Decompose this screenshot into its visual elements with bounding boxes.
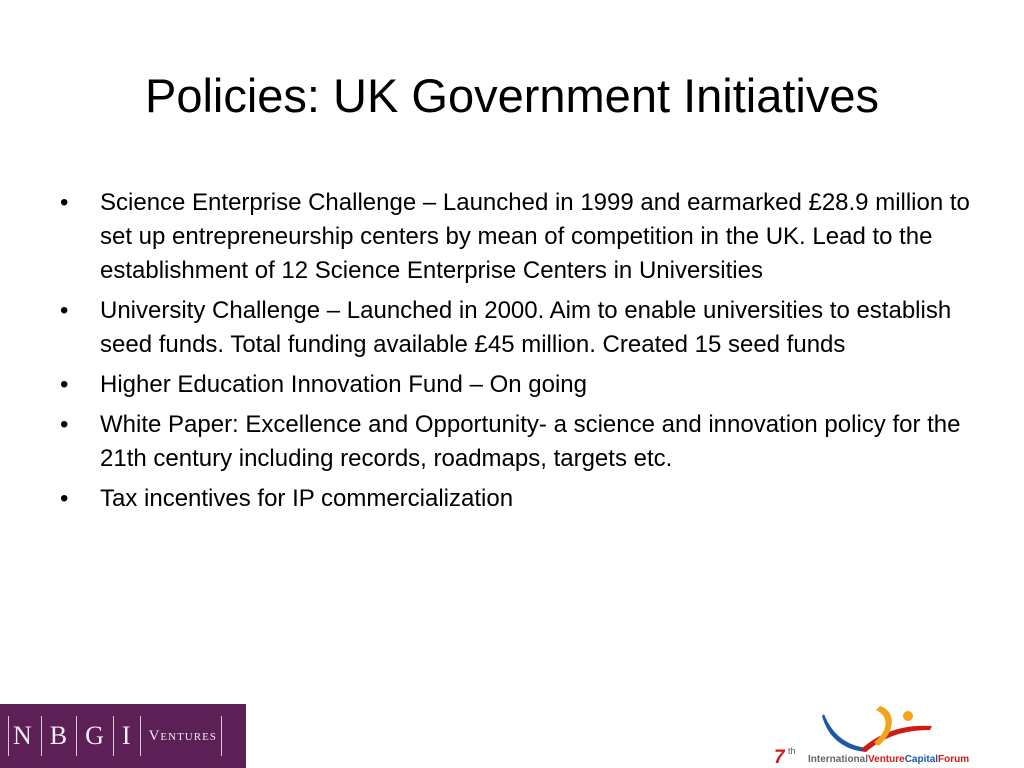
logo-letter: B bbox=[49, 721, 69, 750]
emblem-blue-swoosh bbox=[822, 714, 868, 752]
list-item bbox=[60, 482, 970, 516]
logo-letter: G bbox=[85, 721, 105, 750]
emblem-orange-swoosh bbox=[874, 706, 892, 746]
logo-word: Ventures bbox=[148, 727, 217, 744]
bullet-text: University Challenge – Launched in 2000. Aim to enable universities to establish seed funds. Total funding available £45 million. Created 15 seed funds bbox=[100, 297, 952, 358]
slide-title: Policies: UK Government Initiatives bbox=[144, 69, 879, 122]
forum-name-part: Venture bbox=[868, 754, 905, 765]
forum-name bbox=[808, 754, 969, 766]
nbgi-logo-frame bbox=[8, 716, 222, 756]
bullet-marker: • bbox=[60, 297, 69, 324]
bullet-marker: • bbox=[60, 371, 69, 398]
bullet-marker: • bbox=[60, 411, 69, 438]
logo-divider bbox=[140, 716, 141, 756]
bullet-text: Higher Education Innovation Fund – On going bbox=[100, 371, 587, 398]
nbgi-ventures-logo bbox=[0, 704, 246, 768]
forum-name-part: International bbox=[808, 754, 869, 765]
forum-emblem-icon bbox=[820, 704, 940, 754]
logo-divider bbox=[113, 716, 114, 756]
list-item bbox=[60, 294, 970, 362]
list-item bbox=[60, 368, 970, 402]
venture-capital-forum-logo bbox=[766, 700, 1020, 768]
logo-divider bbox=[41, 716, 42, 756]
forum-name-part: Forum bbox=[938, 754, 970, 765]
logo-letter: I bbox=[121, 721, 132, 750]
bullet-text: Science Enterprise Challenge – Launched in 1999 and earmarked £28.9 million to set up entrepreneurship centers by mean of competition in the UK. Lead to the establishment of 12 Science Enterprise Centers in Universities bbox=[100, 189, 970, 284]
forum-edition-suffix: th bbox=[788, 746, 796, 756]
forum-edition-number: 7 bbox=[774, 747, 785, 768]
bullet-text: White Paper: Excellence and Opportunity- a science and innovation policy for the 21th century including records, roadmaps, targets etc. bbox=[100, 411, 961, 472]
list-item bbox=[60, 186, 970, 288]
bullet-marker: • bbox=[60, 485, 69, 512]
list-item bbox=[60, 408, 970, 476]
bullet-marker: • bbox=[60, 189, 69, 216]
logo-divider bbox=[76, 716, 77, 756]
bullet-list bbox=[60, 186, 970, 522]
emblem-orange-dot bbox=[903, 711, 913, 721]
emblem-red-swoosh bbox=[860, 726, 932, 752]
logo-letter: N bbox=[13, 721, 33, 750]
forum-name-part: Capital bbox=[904, 754, 939, 765]
bullet-text: Tax incentives for IP commercialization bbox=[100, 485, 514, 512]
